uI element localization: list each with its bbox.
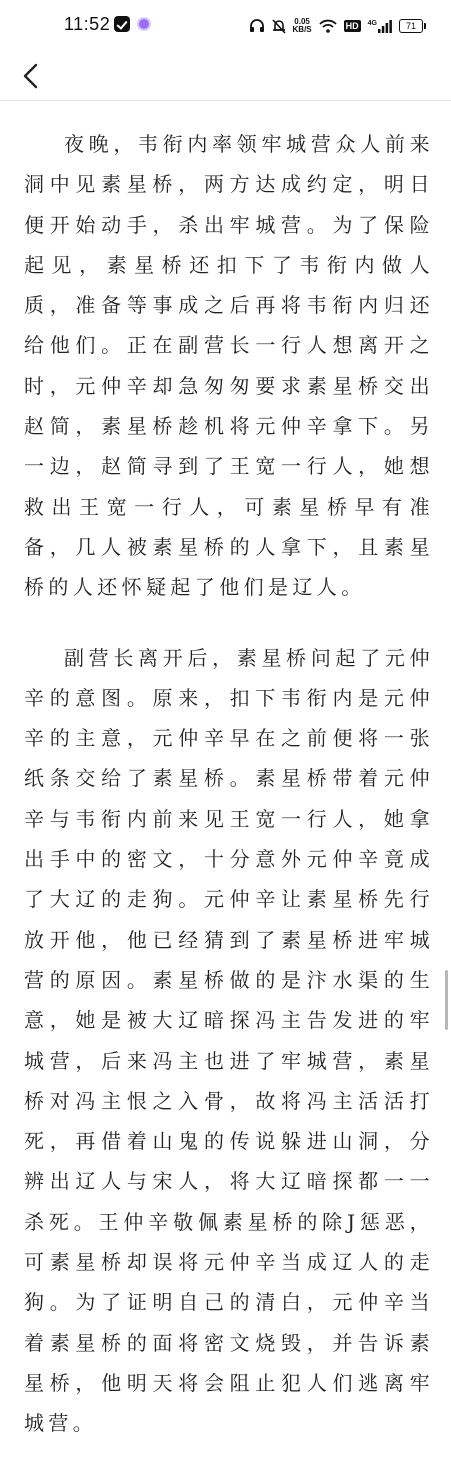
signal-bars-icon xyxy=(378,20,392,33)
bell-muted-icon xyxy=(272,19,286,34)
network-speed-unit: KB/S xyxy=(292,25,312,34)
wifi-icon xyxy=(319,19,337,33)
cell-signal xyxy=(368,20,392,33)
back-button[interactable] xyxy=(14,58,50,94)
status-time: 11:52 xyxy=(64,14,111,34)
article-body xyxy=(24,124,434,1474)
chevron-left-icon xyxy=(14,58,50,94)
network-speed-value: 0.05 xyxy=(294,17,310,26)
app-notification-icon xyxy=(114,16,130,32)
headphone-icon xyxy=(249,19,265,33)
assistant-dot-icon xyxy=(139,19,149,29)
battery-level: 71 xyxy=(405,21,416,31)
status-bar xyxy=(0,0,451,52)
network-speed xyxy=(293,18,312,34)
battery-indicator xyxy=(399,19,423,33)
network-type: 4G xyxy=(367,19,377,27)
scrollbar-thumb[interactable] xyxy=(445,970,448,1030)
status-icons xyxy=(249,14,423,38)
article-paragraph-1: 夜晚，韦衔内率领牢城营众人前来洞中见素星桥，两方达成约定，明日便开始动手，杀出牢城营。为了保险起见，素星桥还扣下了韦衔内做人质，准备等事成之后再将韦衔内归还给他们。正在副营长一行人想离开之时，元仲辛却急匆匆要求素星桥交出赵简，素星桥趁机将元仲辛拿下。另一边，赵简寻到了王宽一行人，她想救出王宽一行人，可素星桥早有准备，几人被素星桥的人拿下，且素星桥的人还怀疑起了他们是辽人。 xyxy=(24,132,434,600)
hd-badge: HD xyxy=(345,21,359,31)
top-nav-bar xyxy=(0,52,451,101)
article-paragraph-2: 副营长离开后，素星桥问起了元仲辛的意图。原来，扣下韦衔内是元仲辛的主意，元仲辛早在之前便将一张纸条交给了素星桥。素星桥带着元仲辛与韦衔内前来见王宽一行人，她拿出手中的密文，十分意外元仲辛竟成了大辽的走狗。元仲辛让素星桥先行放开他，他已经猜到了素星桥进牢城营的原因。素星桥做的是汴水渠的生意，她是被大辽暗探冯主告发进的牢城营，后来冯主也进了牢城营，素星桥对冯主恨之入骨，故将冯主活活打死，再借着山鬼的传说躲进山洞，分辨出辽人与宋人，将大辽暗探都一一杀死。王仲辛敬佩素星桥的除J惩恶，可素星桥却误将元仲辛当成辽人的走狗。为了证明自己的清白，元仲辛当着素星桥的面将密文烧毁，并告诉素星桥，他明天将会阻止犯人们逃离牢城营。 xyxy=(24,645,434,1436)
